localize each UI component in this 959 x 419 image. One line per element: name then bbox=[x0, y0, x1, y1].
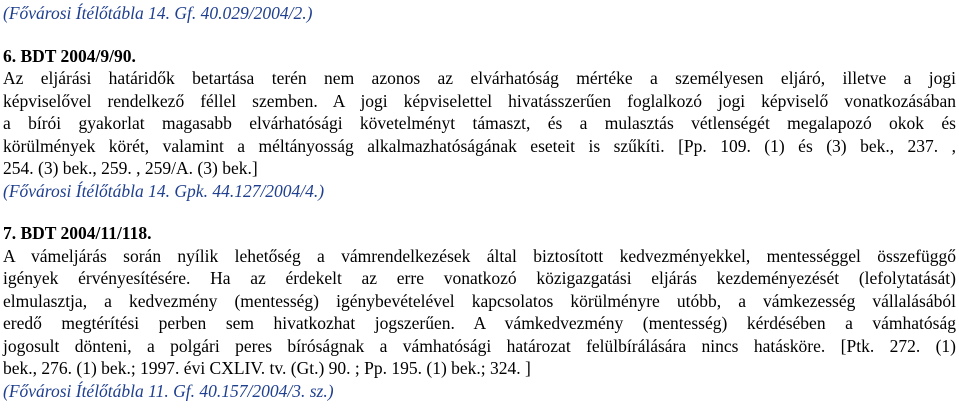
section-6-line-4: körülmények körét, valamint a méltányosság alkalmazhatóságának eseteit is szűkíti. [Pp. 109. (1) és (3) bek., 237. , bbox=[3, 135, 956, 156]
section-7-heading: 7. BDT 2004/11/118. bbox=[3, 223, 152, 243]
section-6-line-1: Az eljárási határidők betartása terén nem azonos az elvárhatóság mértéke a személyesen eljáró, illetve a jogi bbox=[3, 68, 956, 88]
section-7-citation: (Fővárosi Ítélőtábla 11. Gf. 40.157/2004/3. sz.) bbox=[3, 380, 334, 401]
section-7-line-3: elmulasztja, a kedvezmény (mentesség) igénybevételével kapcsolatos körülményre utóbb, a vámkezesség vállalásából bbox=[3, 290, 956, 311]
section-7-line-4: eredő megtérítési perben sem hivatkozhat jogszerűen. A vámkedvezmény (mentesség) kérdésében a vámhatóság bbox=[3, 313, 956, 333]
section-6-line-5: 254. (3) bek., 259. , 259/A. (3) bek.] bbox=[3, 158, 258, 178]
section-6-line-2: képviselővel rendelkező féllel szemben. A jogi képviselettel hivatásszerűen foglalkozó jogi képviselő vonatkozásában bbox=[3, 90, 956, 111]
section-6-line-3: a bírói gyakorlat magasabb elvárhatósági követelményt támaszt, és a mulasztás vétlenségét megalapozó okok és bbox=[3, 113, 956, 133]
top-citation: (Fővárosi Ítélőtábla 14. Gf. 40.029/2004/2.) bbox=[3, 3, 313, 23]
spacer bbox=[3, 202, 956, 222]
section-7-line-2: igények érvényesítésére. Ha az érdekelt az erre vonatkozó közigazgatási eljárás kezdeményezését (lefolytatását) bbox=[3, 268, 956, 288]
section-7-line-5: jogosult dönteni, a polgári peres bíróságnak a vámhatósági határozat felülbírálására nincs hatásköre. [Ptk. 272. (1) bbox=[3, 335, 956, 356]
spacer bbox=[3, 25, 956, 45]
section-6-citation: (Fővárosi Ítélőtábla 14. Gpk. 44.127/2004/4.) bbox=[3, 180, 325, 201]
section-7-line-6: bek., 276. (1) bek.; 1997. évi CXLIV. tv. (Gt.) 90. ; Pp. 195. (1) bek.; 324. ] bbox=[3, 358, 531, 378]
section-7-line-1: A vámeljárás során nyílik lehetőség a vámrendelkezések által biztosított kedvezményekkel, mentességgel összefüggő bbox=[3, 245, 956, 266]
section-6-heading: 6. BDT 2004/9/90. bbox=[3, 45, 136, 66]
document-page bbox=[3, 2, 956, 402]
